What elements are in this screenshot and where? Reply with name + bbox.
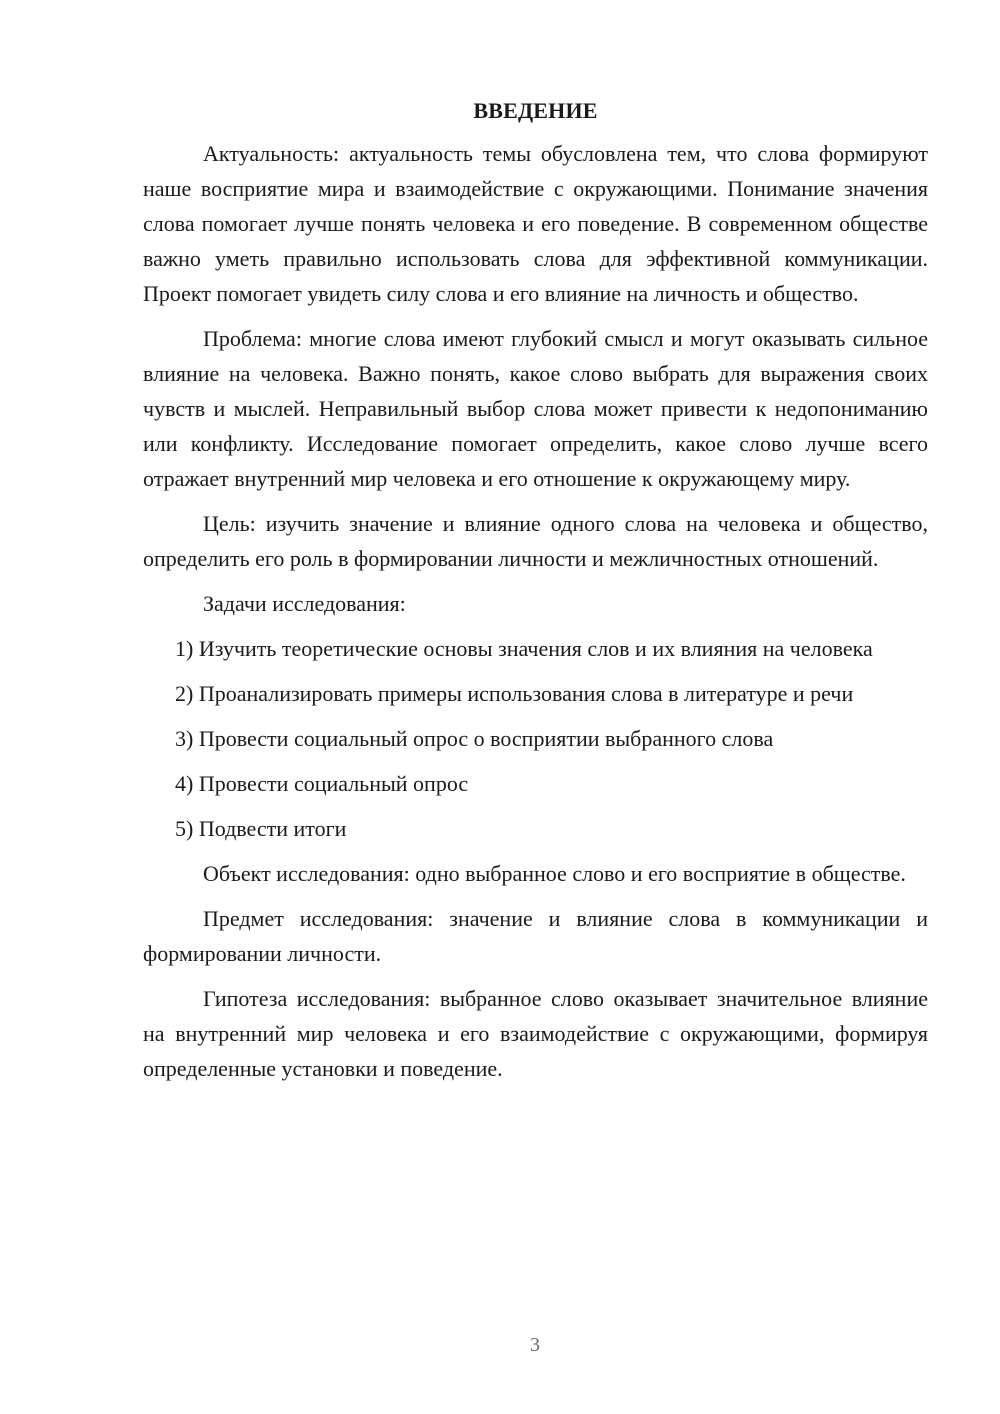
section-title: ВВЕДЕНИЕ (473, 98, 598, 123)
task-item-1: 1) Изучить теоретические основы значения слов и их влияния на человека (175, 636, 873, 661)
tasks-heading: Задачи исследования: (203, 591, 406, 616)
task-item-2: 2) Проанализировать примеры использования слова в литературе и речи (175, 681, 854, 706)
hypothesis-paragraph: Гипотеза исследования: выбранное слово оказывает значительное влияние на внутренний мир человека и его взаимодействие с окружающими, формируя определенные установки и поведение. (143, 986, 928, 1081)
goal-paragraph: Цель: изучить значение и влияние одного слова на человека и общество, определить его роль в формировании личности и межличностных отношений. (143, 511, 928, 571)
page-number: 3 (530, 1334, 540, 1356)
task-item-5: 5) Подвести итоги (175, 816, 347, 841)
object-paragraph: Объект исследования: одно выбранное слово и его восприятие в обществе. (203, 861, 906, 886)
task-item-4: 4) Провести социальный опрос (175, 771, 469, 796)
page-content (143, 96, 928, 1086)
problem-paragraph: Проблема: многие слова имеют глубокий смысл и могут оказывать сильное влияние на человека. Важно понять, какое слово выбрать для выражения своих чувств и мыслей. Неправильный выбор слова может привести к недопониманию или конфликту. Исследование помогает определить, какое слово лучше всего отражает внутренний мир человека и его отношение к окружающему миру. (143, 326, 928, 491)
subject-paragraph: Предмет исследования: значение и влияние слова в коммуникации и формировании личности. (143, 906, 928, 966)
task-item-3: 3) Провести социальный опрос о восприятии выбранного слова (175, 726, 774, 751)
relevance-paragraph: Актуальность: актуальность темы обусловлена тем, что слова формируют наше восприятие мира и взаимодействие с окружающими. Понимание значения слова помогает лучше понять человека и его поведение. В современном обществе важно уметь правильно использовать слова для эффективной коммуникации. Проект помогает увидеть силу слова и его влияние на личность и общество. (143, 141, 928, 306)
